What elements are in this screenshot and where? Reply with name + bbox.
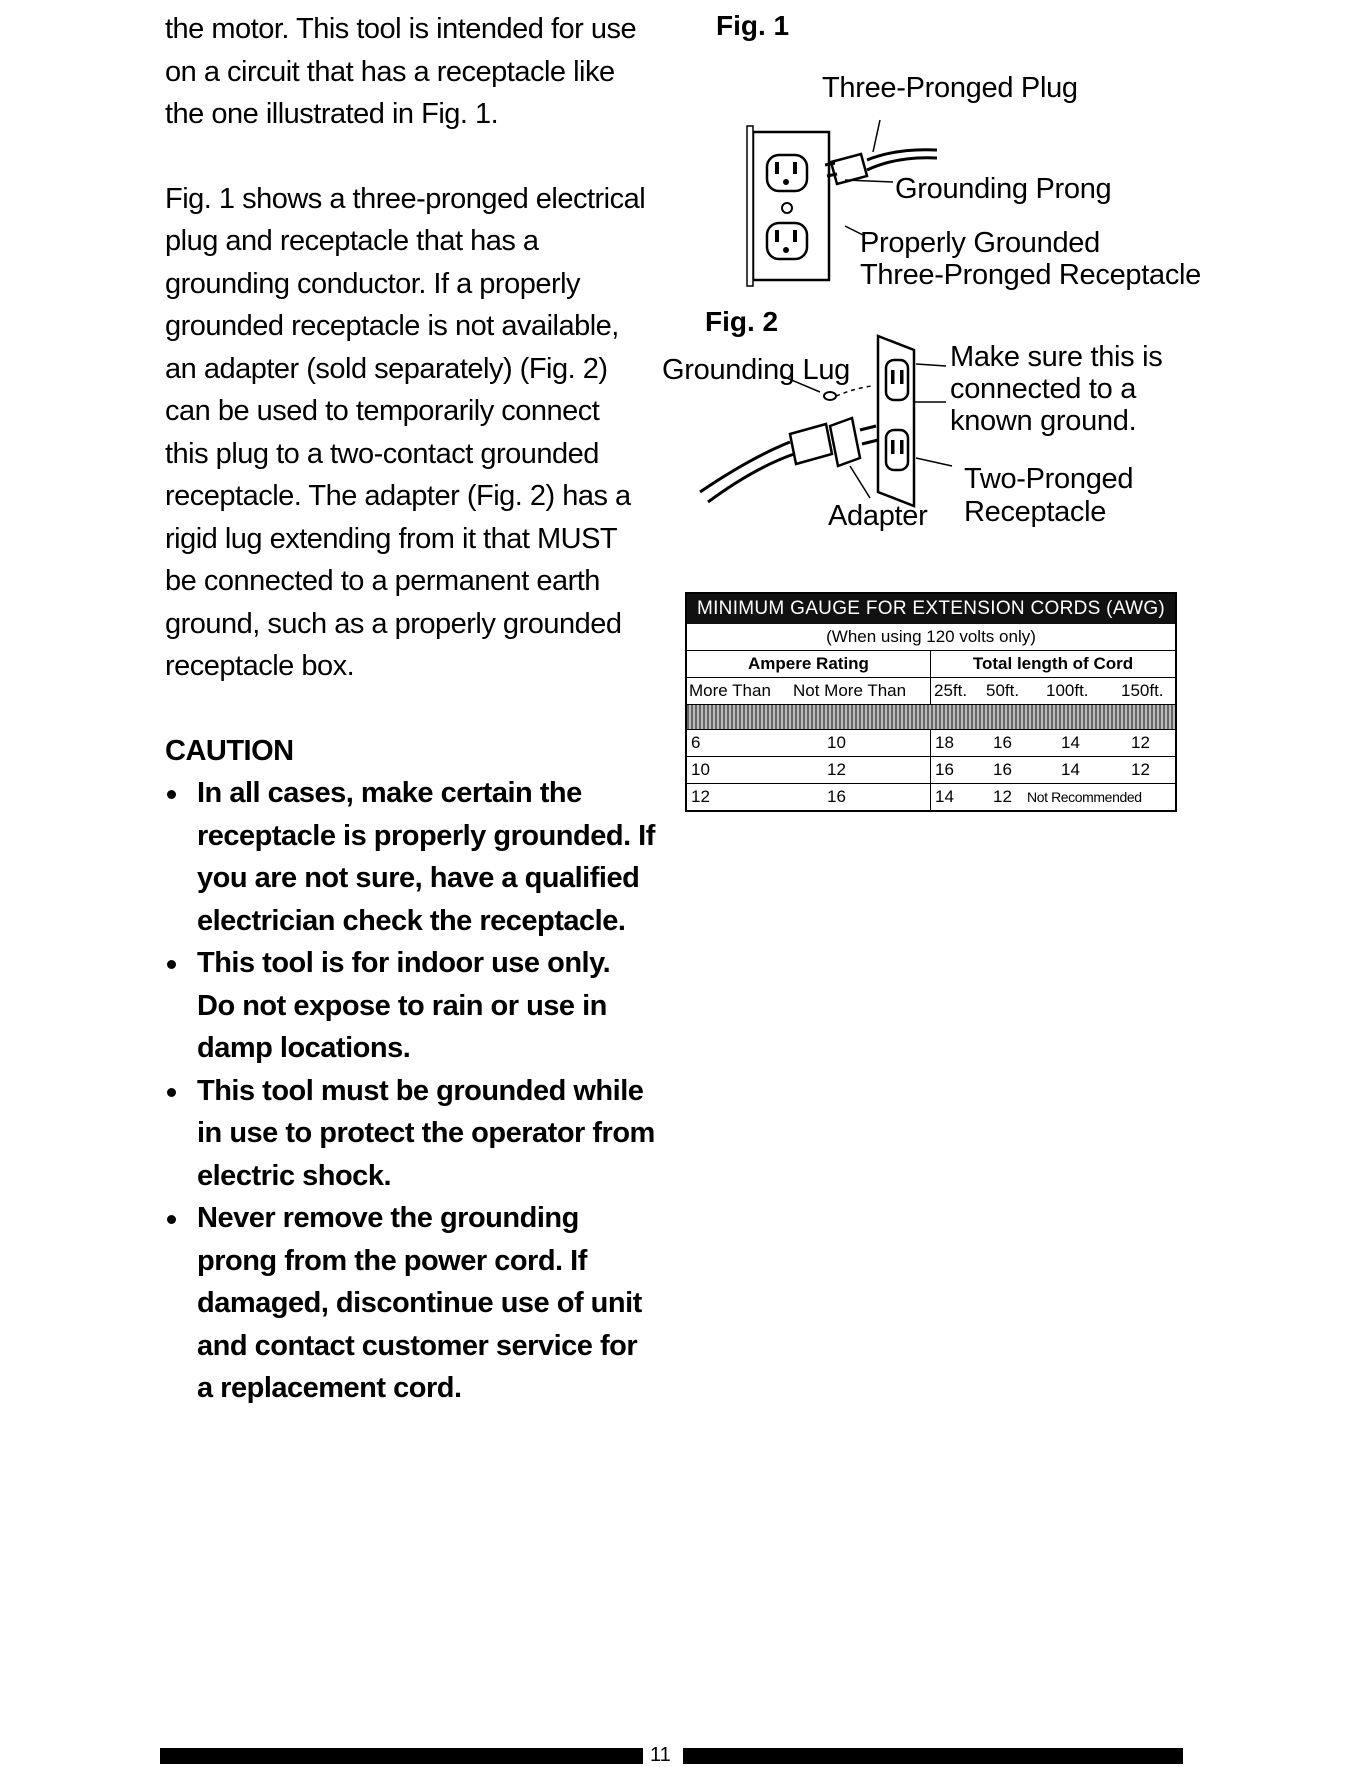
table-title: MINIMUM GAUGE FOR EXTENSION CORDS (AWG) <box>687 594 1175 624</box>
fig2-label: Fig. 2 <box>705 306 779 337</box>
intro-line-2: on a circuit that has a receptacle like <box>165 55 615 88</box>
gauge-50ft-cell: 16 <box>993 733 1012 752</box>
intro-line-3: the one illustrated in Fig. 1. <box>165 98 499 130</box>
more-than-cell: 10 <box>691 760 710 779</box>
caution-line: prong from the power cord. If <box>197 1244 587 1277</box>
fig1-receptacle-label-2: Three-Pronged Receptacle <box>860 259 1201 291</box>
fig2-adapter-label: Adapter <box>828 500 928 532</box>
fig2-make-sure-1: Make sure this is <box>950 341 1163 373</box>
caution-item <box>165 772 655 942</box>
gauge-25ft-cell: 16 <box>935 760 954 779</box>
fig1-plug-label: Three-Pronged Plug <box>822 72 1078 104</box>
body-line: Fig. 1 shows a three-pronged electrical <box>165 182 646 215</box>
fig2-make-sure-3: known ground. <box>950 405 1137 437</box>
left-column <box>165 8 655 1410</box>
table-row <box>687 757 1175 784</box>
gauge-100ft-cell: 14 <box>1061 733 1080 752</box>
gauge-50ft-cell: 16 <box>993 760 1012 779</box>
col-25ft: 25ft. <box>934 681 968 700</box>
fig2-make-sure-2: connected to a <box>950 373 1137 405</box>
fig1-receptacle-label-1: Properly Grounded <box>860 227 1100 259</box>
fig2-two-pronged-2: Receptacle <box>964 496 1107 528</box>
caution-line: in use to protect the operator from <box>197 1117 655 1149</box>
body-line: an adapter (sold separately) (Fig. 2) <box>165 352 608 385</box>
body-line: be connected to a permanent earth <box>165 565 600 597</box>
page-number: 11 <box>650 1744 671 1766</box>
not-more-than-cell: 10 <box>827 733 846 752</box>
table-subtitle: (When using 120 volts only) <box>687 624 1175 651</box>
body-line: receptacle box. <box>165 650 355 682</box>
caution-item <box>165 942 655 1070</box>
table-shaded-band <box>687 705 1175 730</box>
bullet-icon <box>167 1215 176 1224</box>
gauge-25ft-cell: 14 <box>935 787 954 806</box>
body-line: plug and receptacle that has a <box>165 225 539 257</box>
gauge-150ft-cell: 12 <box>1131 760 1150 779</box>
gauge-100ft-cell: 14 <box>1061 760 1080 779</box>
caution-line: In all cases, make certain the <box>197 777 582 809</box>
not-more-than-cell: 16 <box>827 787 846 806</box>
body-line: can be used to temporarily connect <box>165 395 600 427</box>
ampere-cells <box>687 784 931 810</box>
ampere-cells <box>687 757 931 783</box>
length-subheader <box>931 678 1175 704</box>
not-more-than-cell: 12 <box>827 760 846 779</box>
col-50ft: 50ft. <box>986 681 1020 700</box>
two-pronged-adapter-icon <box>690 330 950 520</box>
table-row <box>687 784 1175 810</box>
body-line: grounding conductor. If a properly <box>165 267 581 300</box>
body-line: this plug to a two-contact grounded <box>165 437 599 470</box>
footer-rule-left <box>160 1748 643 1764</box>
caution-list <box>165 772 655 1410</box>
gauge-cells <box>931 757 1175 783</box>
more-than-cell: 12 <box>691 787 710 806</box>
caution-item <box>165 1070 655 1198</box>
extension-cord-gauge-table <box>685 592 1177 812</box>
table-row <box>687 730 1175 757</box>
caution-line: damp locations. <box>197 1032 411 1064</box>
col-not-more-than: Not More Than <box>793 681 907 700</box>
not-recommended-cell: Not Recommended <box>1027 789 1142 805</box>
fig1-prong-label: Grounding Prong <box>895 173 1112 205</box>
caution-line: Do not expose to rain or use in <box>197 989 607 1022</box>
col-more-than: More Than <box>689 681 771 700</box>
gauge-25ft-cell: 18 <box>935 733 954 752</box>
caution-line: and contact customer service for <box>197 1329 638 1362</box>
table-header-row <box>687 651 1175 678</box>
bullet-icon <box>167 1088 176 1097</box>
caution-line: This tool is for indoor use only. <box>197 947 611 979</box>
three-pronged-receptacle-icon <box>745 110 945 290</box>
caution-line: electrician check the receptacle. <box>197 904 626 937</box>
body-line: receptacle. The adapter (Fig. 2) has a <box>165 480 631 512</box>
more-than-cell: 6 <box>691 733 701 752</box>
col-100ft: 100ft. <box>1046 681 1089 700</box>
caution-line: receptacle is properly grounded. If <box>197 819 655 852</box>
length-header: Total length of Cord <box>972 654 1134 673</box>
footer-rule-right <box>683 1748 1183 1764</box>
intro-line-1: the motor. This tool is intended for use <box>165 13 637 45</box>
gauge-150ft-cell: 12 <box>1131 733 1150 752</box>
caution-line: damaged, discontinue use of unit <box>197 1287 642 1319</box>
bullet-icon <box>167 790 176 799</box>
caution-line: you are not sure, have a qualified <box>197 862 640 894</box>
caution-line: This tool must be grounded while <box>197 1074 644 1107</box>
caution-line: Never remove the grounding <box>197 1202 579 1234</box>
caution-heading: CAUTION <box>165 734 294 767</box>
ampere-header: Ampere Rating <box>687 651 931 677</box>
fig1-label: Fig. 1 <box>716 10 790 41</box>
gauge-50ft-cell: 12 <box>993 787 1012 806</box>
bullet-icon <box>167 960 176 969</box>
body-line: rigid lug extending from it that MUST <box>165 522 618 555</box>
gauge-cells <box>931 784 1175 810</box>
col-150ft: 150ft. <box>1121 681 1164 700</box>
fig2-two-pronged-1: Two-Pronged <box>964 463 1134 495</box>
table-subheader-row <box>687 678 1175 705</box>
caution-line: a replacement cord. <box>197 1372 462 1404</box>
body-line: ground, such as a properly grounded <box>165 607 622 640</box>
ampere-subheader <box>687 678 931 704</box>
gauge-cells <box>931 730 1175 756</box>
body-line: grounded receptacle is not available, <box>165 310 619 342</box>
ampere-cells <box>687 730 931 756</box>
caution-item <box>165 1197 655 1410</box>
caution-line: electric shock. <box>197 1159 391 1192</box>
fig2-lug-label: Grounding Lug <box>662 354 850 386</box>
